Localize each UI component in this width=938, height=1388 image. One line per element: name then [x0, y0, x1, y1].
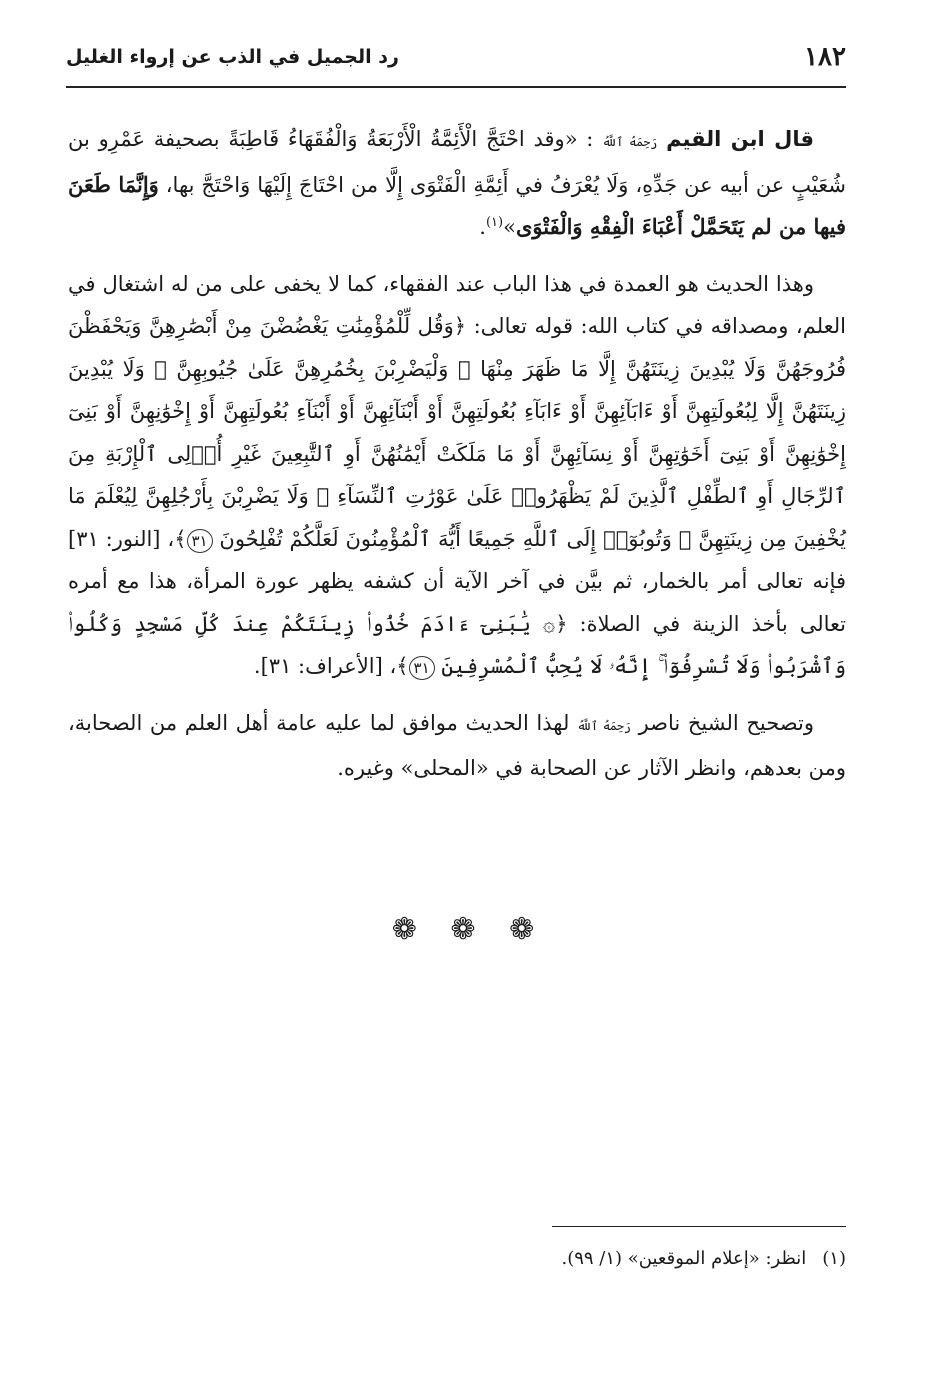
running-title: رد الجميل في الذب عن إرواء الغليل: [66, 46, 399, 68]
footnote-number: (١): [822, 1248, 846, 1269]
paragraph-sheikh-nasir: [68, 702, 846, 790]
footnote-divider: [552, 1226, 846, 1227]
main-text: [68, 118, 846, 790]
ayah-number-araf: ٣١: [409, 656, 435, 680]
section-separator-stars: ❁ ❁ ❁: [391, 912, 547, 947]
honorific-glyph: رَحِمَهُ ٱللَّهُ: [602, 135, 658, 149]
quote-text: : «وقد احْتَجَّ الْأَئِمَّةُ الْأَرْبَعَةُ وَالْفُقَهَاءُ قَاطِبَةً بصحيفة عَمْرِو بن شُعَيْبٍ عن أبيه عن جَدِّهِ، وَلَا يُعْرَفُ في أَئِمَّةِ الْفَتْوَى إِلَّا من احْتَاجَ إِلَيْهَا وَاحْتَجَّ بها،: [68, 127, 846, 197]
closing-text-start: وتصحيح الشيخ ناصر: [630, 710, 814, 735]
verse-close-nur: ﴾: [174, 526, 187, 551]
footnote: [68, 1244, 846, 1274]
citation-nur: ، [النور: ٣١]: [68, 526, 175, 551]
honorific-glyph: رَحِمَهُ ٱللَّهُ: [576, 718, 631, 733]
paragraph-hadith-evidence: [68, 263, 846, 688]
quote-emphasis: وَإِنَّمَا طَعَنَ فيها من لم يَتَحَمَّلْ أَعْبَاءَ الْفِقْهِ وَالْفَتْوَى: [68, 171, 846, 239]
page-number: ١٨٢: [804, 42, 846, 72]
explanation-text: فإنه تعالى أمر بالخمار، ثم بيَّن في آخر الآية أن كشفه يظهر عورة المرأة، هذا مع أمره تعالى بأخذ الزينة في الصلاة:: [68, 569, 846, 636]
paragraph-ibn-alqayyim: [68, 118, 846, 249]
page-header: [66, 36, 846, 88]
footnote-text: انظر: «إعلام الموقعين» (١/ ٩٩).: [561, 1248, 807, 1269]
evidence-text: وهذا الحديث هو العمدة في هذا الباب عند الفقهاء، كما لا يخفى على من له اشتغال في العلم، ومصداقه في كتاب الله: قوله تعالى:: [68, 271, 847, 338]
quran-verse-araf: ﴿۞ يَٰبَنِىٓ ءَادَمَ خُذُوا۟ زِينَتَكُمْ عِندَ كُلِّ مَسْجِدٍ وَكُلُوا۟ وَٱشْرَبُوا۟ وَلَا تُسْرِفُوٓا۟ ۚ إِنَّهُۥ لَا يُحِبُّ ٱلْمُسْرِفِينَ: [68, 611, 846, 678]
verse-close-araf: ﴾: [396, 654, 409, 678]
speaker-name: قال ابن القيم: [666, 127, 814, 151]
closing-text-end: لهذا الحديث موافق لما عليه عامة أهل العلم من الصحابة، ومن بعدهم، وانظر الآثار عن الصحابة في «المحلى» وغيره.: [68, 710, 846, 780]
ayah-number-nur: ٣١: [187, 529, 213, 553]
footnote-reference: (١): [485, 215, 504, 230]
sentence-end: .: [479, 215, 486, 239]
citation-araf: ، [الأعراف: ٣١].: [253, 654, 397, 678]
quran-verse-nur: ﴿وَقُل لِّلْمُؤْمِنَٰتِ يَغْضُضْنَ مِنْ أَبْصَٰرِهِنَّ وَيَحْفَظْنَ فُرُوجَهُنَّ وَلَا يُبْدِينَ زِينَتَهُنَّ إِلَّا مَا ظَهَرَ مِنْهَا ۖ وَلْيَضْرِبْنَ بِخُمُرِهِنَّ عَلَىٰ جُيُوبِهِنَّ ۖ وَلَا يُبْدِينَ زِينَتَهُنَّ إِلَّا لِبُعُولَتِهِنَّ أَوْ ءَابَآئِهِنَّ أَوْ ءَابَآءِ بُعُولَتِهِنَّ أَوْ أَبْنَآئِهِنَّ أَوْ أَبْنَآءِ بُعُولَتِهِنَّ أَوْ إِخْوَٰنِهِنَّ أَوْ بَنِىٓ إِخْوَٰنِهِنَّ أَوْ بَنِىٓ أَخَوَٰتِهِنَّ أَوْ نِسَآئِهِنَّ أَوْ مَا مَلَكَتْ أَيْمَٰنُهُنَّ أَوِ ٱلتَّٰبِعِينَ غَيْرِ أُو۟لِى ٱلْإِرْبَةِ مِنَ ٱلرِّجَالِ أَوِ ٱلطِّفْلِ ٱلَّذِينَ لَمْ يَظْهَرُوا۟ عَلَىٰ عَوْرَٰتِ ٱلنِّسَآءِ ۖ وَلَا يَضْرِبْنَ بِأَرْجُلِهِنَّ لِيُعْلَمَ مَا يُخْفِينَ مِن زِينَتِهِنَّ ۚ وَتُوبُوٓا۟ إِلَى ٱللَّهِ جَمِيعًا أَيُّهَ ٱلْمُؤْمِنُونَ لَعَلَّكُمْ تُفْلِحُونَ: [68, 314, 846, 551]
quote-close: »: [503, 215, 516, 239]
